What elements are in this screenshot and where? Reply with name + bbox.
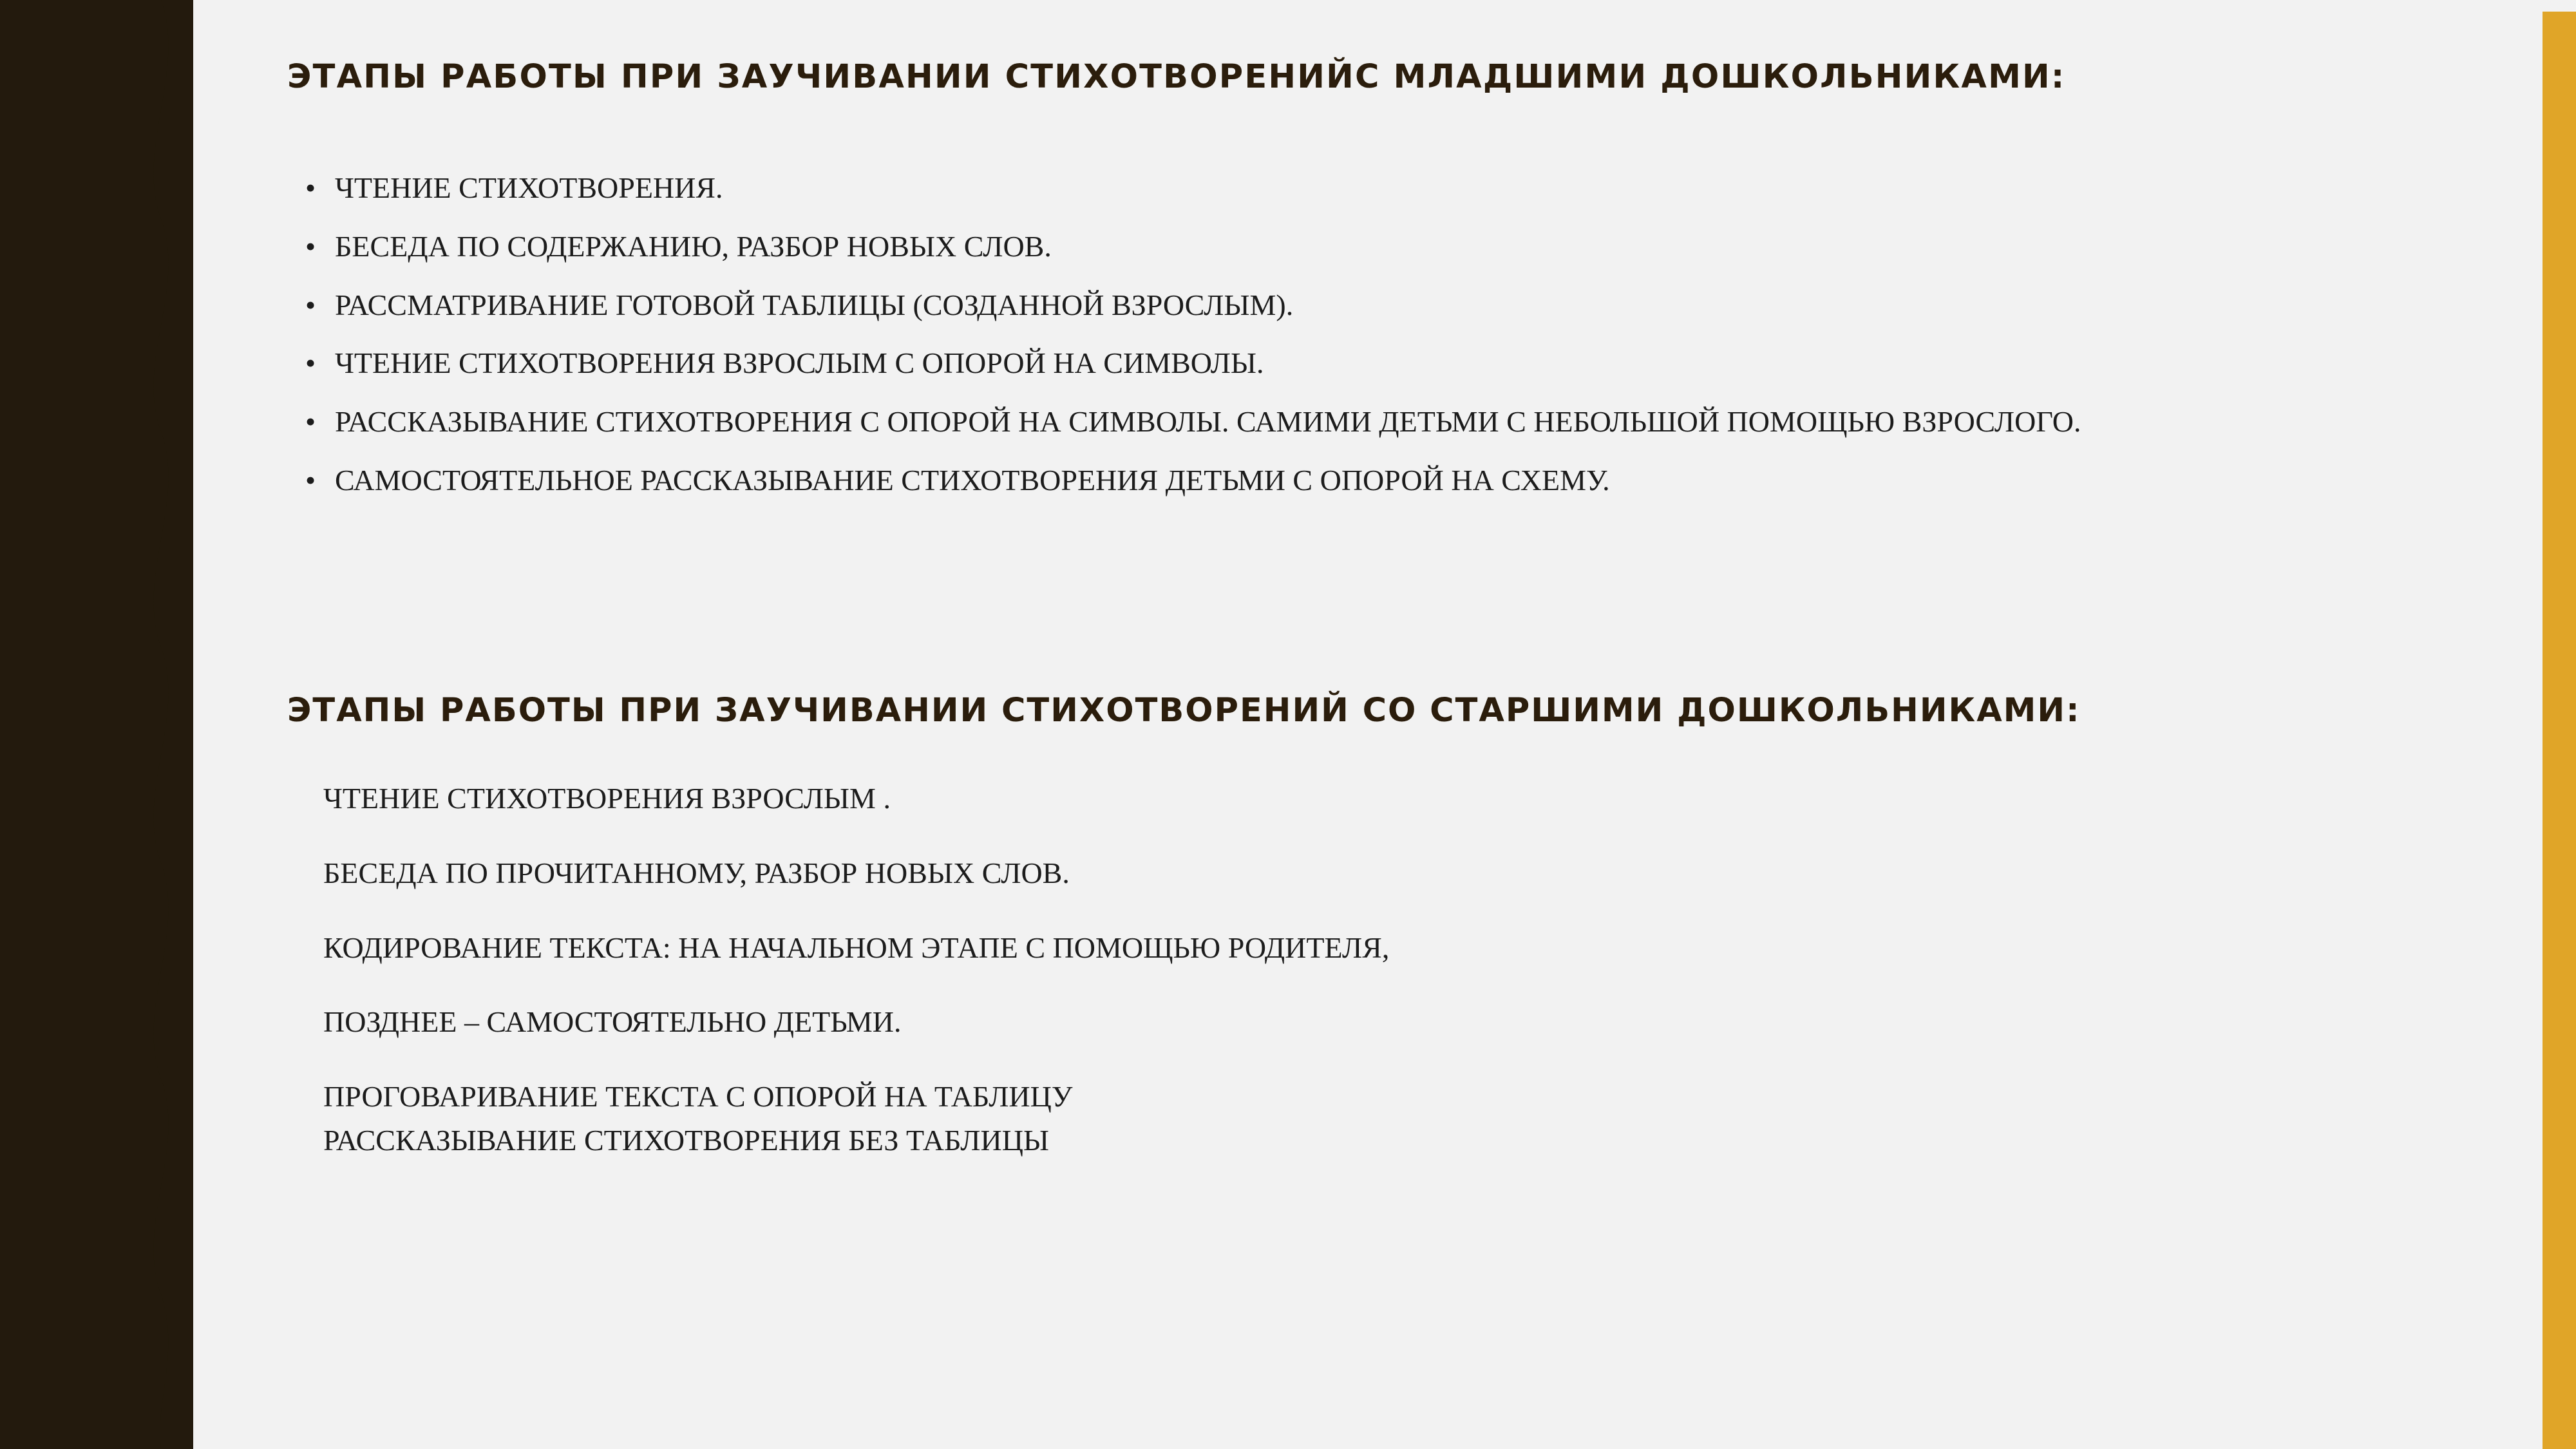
bullet-icon: •: [305, 405, 316, 439]
list-item: [277, 286, 2402, 325]
young-section-heading: ЭТАПЫ РАБОТЫ ПРИ ЗАУЧИВАНИИ СТИХОТВОРЕНИЙС МЛАДШИМИ ДОШКОЛЬНИКАМИ:: [287, 58, 2066, 96]
list-item: БЕСЕДА ПО ПРОЧИТАННОМУ, РАЗБОР НОВЫХ СЛОВ.: [323, 856, 1070, 889]
list-item-label: САМОСТОЯТЕЛЬНОЕ РАССКАЗЫВАНИЕ СТИХОТВОРЕНИЯ ДЕТЬМИ С ОПОРОЙ НА СХЕМУ.: [335, 463, 1610, 497]
bullet-icon: •: [305, 171, 316, 204]
young-steps-list: [277, 169, 2402, 520]
list-item-label: ЧТЕНИЕ СТИХОТВОРЕНИЯ ВЗРОСЛЫМ С ОПОРОЙ НА СИМВОЛЫ.: [335, 346, 1264, 380]
list-item: КОДИРОВАНИЕ ТЕКСТА: НА НАЧАЛЬНОМ ЭТАПЕ С ПОМОЩЬЮ РОДИТЕЛЯ,: [323, 931, 1390, 964]
list-item-label: РАССМАТРИВАНИЕ ГОТОВОЙ ТАБЛИЦЫ (СОЗДАННОЙ ВЗРОСЛЫМ).: [335, 288, 1294, 321]
bullet-icon: •: [305, 346, 316, 380]
list-item: [277, 344, 2402, 383]
list-item: [277, 402, 2402, 441]
list-item: [277, 227, 2402, 266]
list-item-label: ЧТЕНИЕ СТИХОТВОРЕНИЯ.: [335, 171, 723, 204]
slide-content: [277, 0, 2415, 1449]
list-item: ПРОГОВАРИВАНИЕ ТЕКСТА С ОПОРОЙ НА ТАБЛИЦУ: [323, 1080, 1073, 1113]
old-steps-list: [277, 779, 2402, 1196]
bullet-icon: •: [305, 288, 316, 321]
list-item-label: РАССКАЗЫВАНИЕ СТИХОТВОРЕНИЯ С ОПОРОЙ НА СИМВОЛЫ. САМИМИ ДЕТЬМИ С НЕБОЛЬШОЙ ПОМОЩЬЮ ВЗРОСЛОГО.: [335, 405, 2081, 439]
list-item: [277, 169, 2402, 207]
right-bar-top-notch: [2543, 0, 2576, 12]
old-section-heading: ЭТАПЫ РАБОТЫ ПРИ ЗАУЧИВАНИИ СТИХОТВОРЕНИЙ СО СТАРШИМИ ДОШКОЛЬНИКАМИ:: [287, 692, 2081, 730]
left-wave-edge-decoration: [116, 0, 206, 1449]
right-gold-accent-bar: [2543, 0, 2576, 1449]
bullet-icon: •: [305, 463, 316, 497]
list-item: ЧТЕНИЕ СТИХОТВОРЕНИЯ ВЗРОСЛЫМ .: [323, 782, 891, 815]
list-item: [277, 461, 2402, 500]
list-item: РАССКАЗЫВАНИЕ СТИХОТВОРЕНИЯ БЕЗ ТАБЛИЦЫ: [323, 1123, 1050, 1157]
list-item: ПОЗДНЕЕ – САМОСТОЯТЕЛЬНО ДЕТЬМИ.: [323, 1005, 902, 1039]
bullet-icon: •: [305, 229, 316, 263]
list-item-label: БЕСЕДА ПО СОДЕРЖАНИЮ, РАЗБОР НОВЫХ СЛОВ.: [335, 229, 1052, 263]
